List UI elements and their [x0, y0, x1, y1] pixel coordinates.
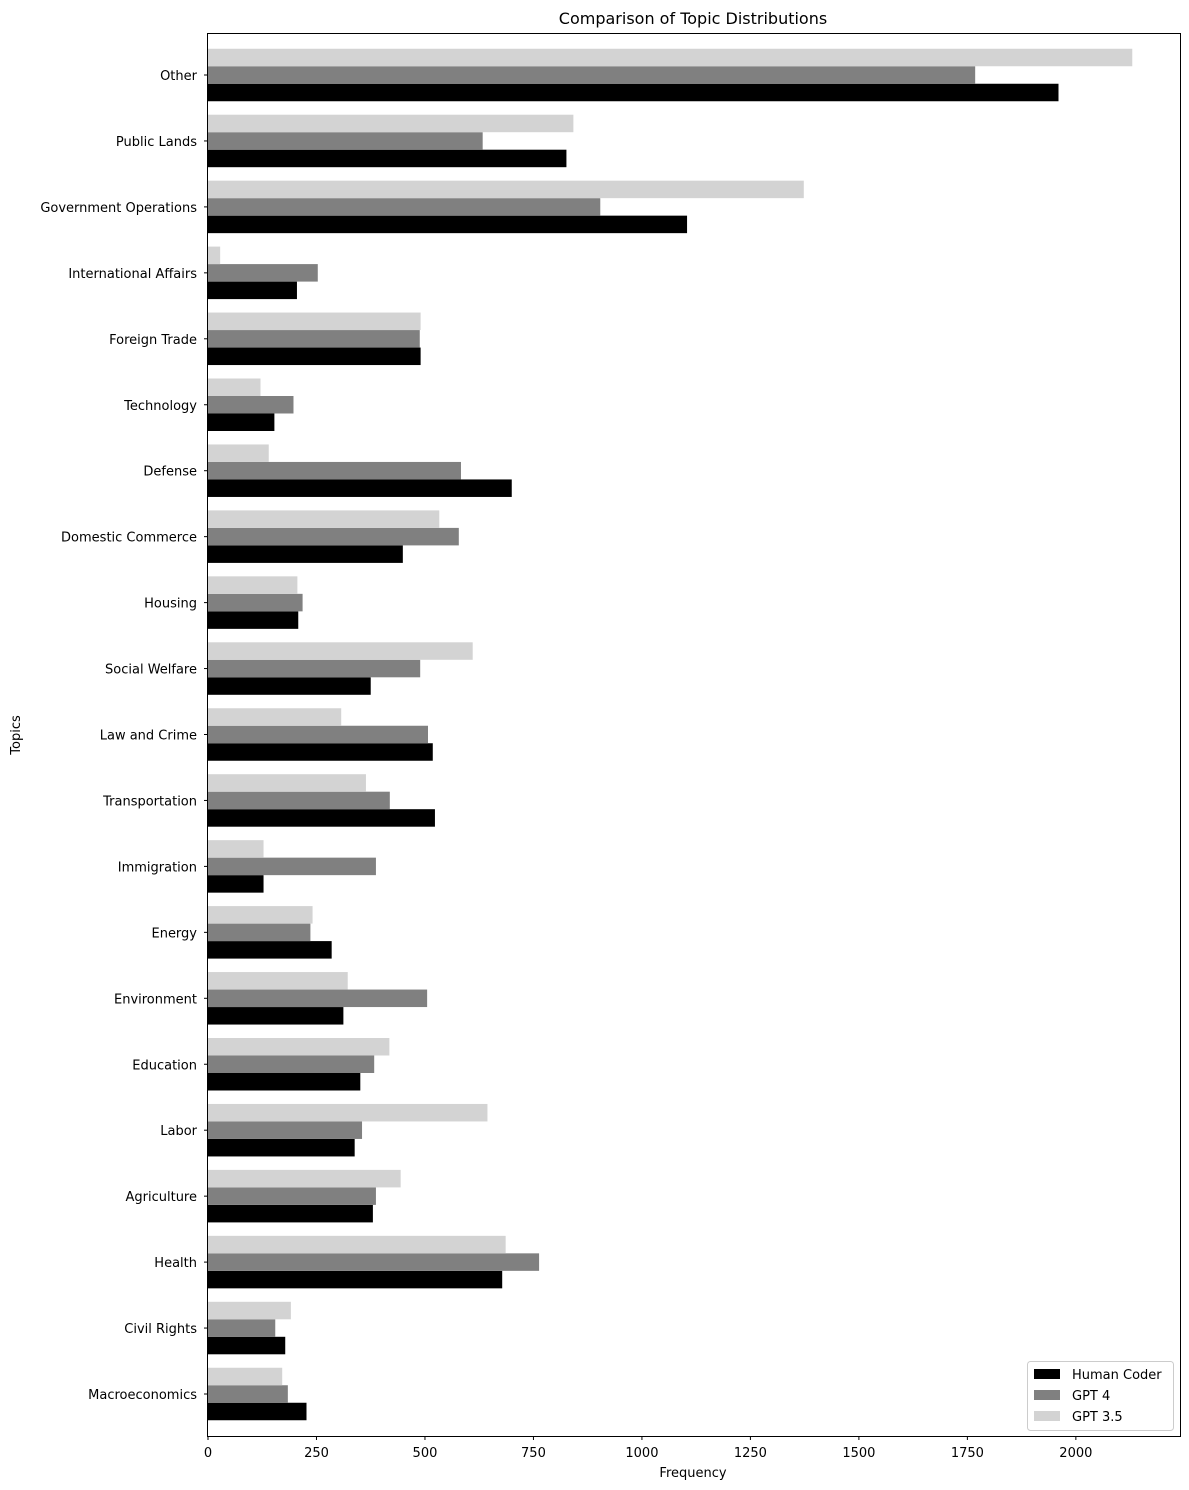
- bar-gpt-3-5-energy: [208, 906, 313, 924]
- y-tick-label: Labor: [160, 1124, 197, 1140]
- bar-gpt-4-defense: [208, 462, 461, 480]
- bar-human-coder-energy: [208, 941, 332, 959]
- bar-gpt-4-energy: [208, 924, 310, 942]
- bar-gpt-4-health: [208, 1253, 539, 1271]
- bar-gpt-3-5-environment: [208, 972, 348, 990]
- bar-human-coder-health: [208, 1271, 502, 1289]
- chart-title: Comparison of Topic Distributions: [558, 9, 828, 28]
- bar-gpt-4-other: [208, 66, 975, 84]
- y-tick-label: Defense: [143, 464, 197, 480]
- x-tick-label: 1250: [733, 1446, 767, 1461]
- y-tick-label: Civil Rights: [124, 1322, 197, 1338]
- bar-human-coder-civil-rights: [208, 1337, 285, 1355]
- bar-human-coder-education: [208, 1073, 360, 1091]
- bar-gpt-3-5-labor: [208, 1104, 487, 1122]
- bar-human-coder-law-and-crime: [208, 743, 433, 761]
- bars: [208, 49, 1132, 1421]
- y-tick-label: Housing: [144, 596, 197, 612]
- bar-gpt-4-environment: [208, 990, 427, 1008]
- bar-gpt-4-social-welfare: [208, 660, 420, 678]
- bar-gpt-4-government-operations: [208, 198, 600, 216]
- bar-gpt-3-5-public-lands: [208, 115, 573, 133]
- bar-gpt-4-transportation: [208, 792, 390, 810]
- bar-gpt-4-education: [208, 1056, 374, 1074]
- y-tick-label: Transportation: [103, 794, 197, 810]
- bar-gpt-4-law-and-crime: [208, 726, 428, 744]
- bar-gpt-3-5-other: [208, 49, 1132, 67]
- bar-gpt-4-domestic-commerce: [208, 528, 459, 546]
- legend: [1028, 1362, 1174, 1431]
- legend-swatch-gpt-4: [1034, 1390, 1060, 1400]
- bar-gpt-3-5-foreign-trade: [208, 313, 421, 331]
- bar-gpt-4-macroeconomics: [208, 1385, 288, 1403]
- bar-human-coder-agriculture: [208, 1205, 373, 1223]
- bar-human-coder-defense: [208, 479, 512, 497]
- bar-gpt-4-technology: [208, 396, 293, 414]
- y-tick-label: Foreign Trade: [109, 332, 197, 348]
- bar-gpt-3-5-immigration: [208, 840, 264, 858]
- x-axis-label: Frequency: [659, 1466, 727, 1481]
- y-tick-label: Macroeconomics: [88, 1388, 197, 1403]
- bar-human-coder-labor: [208, 1139, 355, 1157]
- x-tick-label: 250: [304, 1446, 329, 1461]
- x-tick-label: 750: [521, 1446, 546, 1461]
- bar-human-coder-social-welfare: [208, 677, 371, 695]
- bar-human-coder-other: [208, 84, 1059, 102]
- y-tick-label: Environment: [113, 992, 197, 1008]
- bar-gpt-3-5-law-and-crime: [208, 708, 341, 726]
- legend-swatch-human-coder: [1034, 1369, 1060, 1379]
- bar-human-coder-technology: [208, 414, 274, 432]
- bar-gpt-4-labor: [208, 1121, 362, 1139]
- bar-gpt-4-international-affairs: [208, 264, 318, 282]
- bar-gpt-3-5-agriculture: [208, 1170, 401, 1188]
- y-tick-label: Government Operations: [40, 200, 197, 216]
- y-tick-label: Health: [154, 1256, 197, 1272]
- y-tick-label: Social Welfare: [105, 662, 197, 678]
- bar-human-coder-macroeconomics: [208, 1403, 307, 1421]
- bar-gpt-4-public-lands: [208, 132, 483, 150]
- y-tick-label: International Affairs: [68, 266, 197, 282]
- y-tick-label: Immigration: [117, 860, 197, 876]
- bar-gpt-3-5-defense: [208, 444, 269, 462]
- bar-gpt-4-agriculture: [208, 1187, 376, 1205]
- x-ticks: [204, 1436, 1093, 1461]
- y-tick-label: Energy: [151, 926, 197, 942]
- x-tick-label: 500: [412, 1446, 438, 1461]
- bar-human-coder-transportation: [208, 809, 435, 827]
- y-tick-label: Technology: [124, 398, 197, 414]
- bar-gpt-4-immigration: [208, 858, 376, 876]
- bar-human-coder-international-affairs: [208, 282, 297, 300]
- bar-human-coder-government-operations: [208, 216, 687, 234]
- y-tick-label: Public Lands: [115, 134, 197, 150]
- bar-gpt-3-5-macroeconomics: [208, 1368, 282, 1386]
- bar-gpt-3-5-domestic-commerce: [208, 510, 439, 528]
- y-tick-label: Agriculture: [125, 1190, 197, 1206]
- bar-gpt-3-5-government-operations: [208, 181, 804, 199]
- x-tick-label: 2000: [1059, 1446, 1093, 1461]
- bar-gpt-3-5-health: [208, 1236, 506, 1254]
- bar-human-coder-housing: [208, 611, 298, 629]
- bar-gpt-3-5-social-welfare: [208, 642, 473, 660]
- legend-swatch-gpt-3-5: [1034, 1411, 1060, 1421]
- bar-human-coder-domestic-commerce: [208, 545, 403, 563]
- y-tick-label: Education: [132, 1058, 197, 1074]
- bar-gpt-3-5-transportation: [208, 774, 366, 792]
- bar-human-coder-environment: [208, 1007, 343, 1025]
- bar-human-coder-immigration: [208, 875, 264, 893]
- bar-gpt-3-5-technology: [208, 379, 261, 397]
- x-tick-label: 1500: [842, 1446, 876, 1461]
- x-tick-label: 0: [203, 1446, 213, 1461]
- legend-label-human-coder: Human Coder: [1072, 1368, 1162, 1383]
- bar-gpt-3-5-international-affairs: [208, 247, 220, 265]
- legend-label-gpt-4: GPT 4: [1072, 1389, 1111, 1404]
- bar-gpt-4-civil-rights: [208, 1319, 275, 1337]
- bar-human-coder-public-lands: [208, 150, 566, 168]
- bar-gpt-3-5-civil-rights: [208, 1302, 291, 1320]
- bar-gpt-3-5-housing: [208, 576, 297, 594]
- y-tick-label: Domestic Commerce: [61, 530, 197, 546]
- x-tick-label: 1000: [625, 1446, 659, 1461]
- x-tick-label: 1750: [950, 1446, 984, 1461]
- bar-gpt-4-housing: [208, 594, 303, 612]
- y-ticks: [40, 69, 208, 1403]
- y-axis-label: Topics: [9, 715, 24, 755]
- y-tick-label: Law and Crime: [99, 728, 197, 744]
- legend-label-gpt-3-5: GPT 3.5: [1072, 1410, 1123, 1425]
- bar-gpt-4-foreign-trade: [208, 330, 420, 348]
- bar-human-coder-foreign-trade: [208, 348, 421, 366]
- bar-gpt-3-5-education: [208, 1038, 389, 1056]
- y-tick-label: Other: [160, 69, 197, 84]
